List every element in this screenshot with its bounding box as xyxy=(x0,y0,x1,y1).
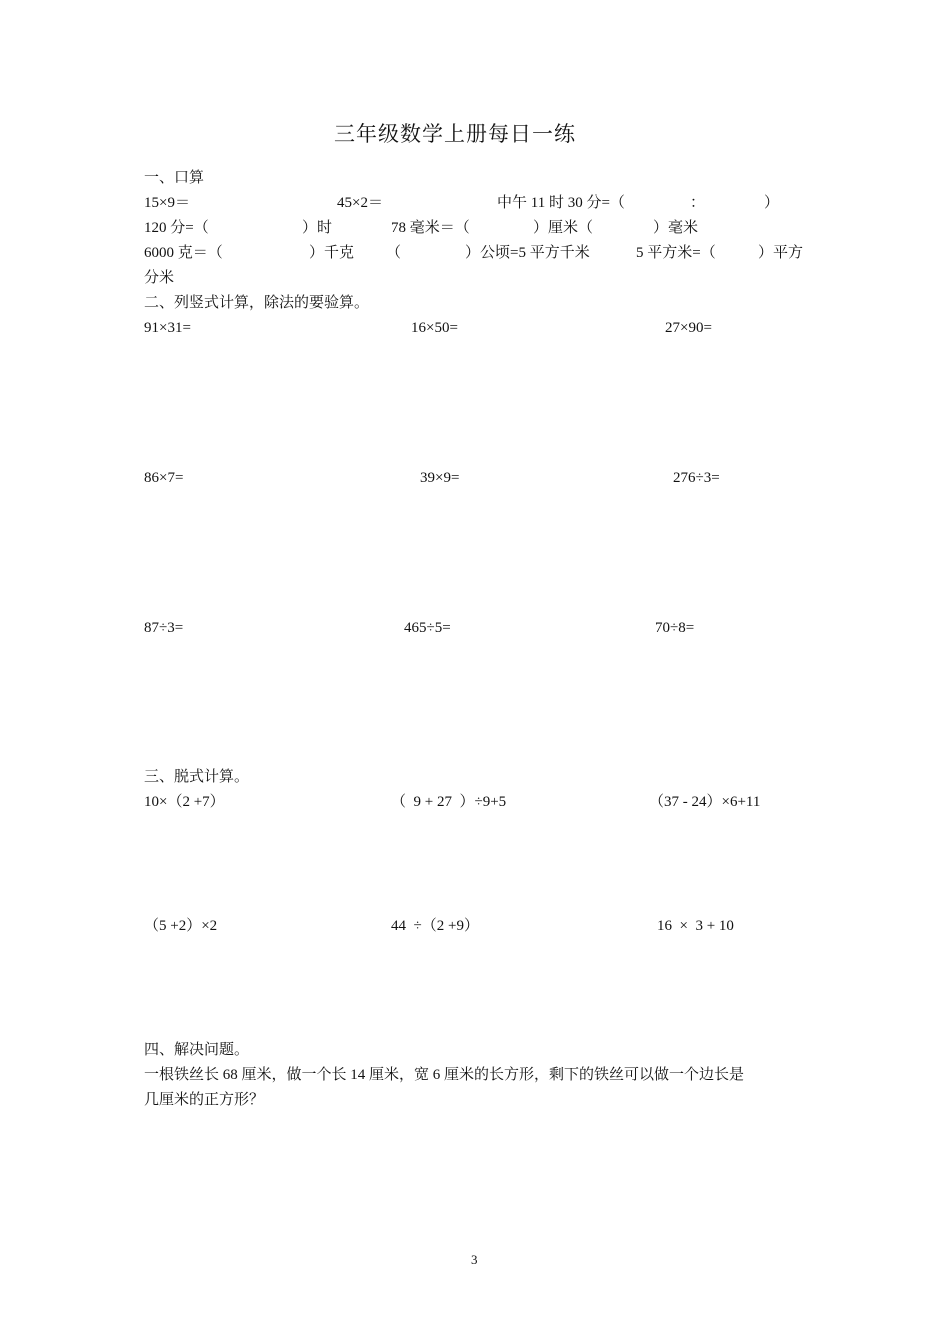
stepwise-problem: （37 - 24）×6+11 xyxy=(649,794,761,810)
stepwise-problem: （5 +2）×2 xyxy=(144,918,218,934)
oral-problem: ）公顷=5 平方千米 xyxy=(465,245,590,261)
vertical-problem: 16×50= xyxy=(411,320,458,336)
page-title: 三年级数学上册每日一练 xyxy=(334,122,576,146)
oral-problem: 78 毫米＝（ xyxy=(391,220,470,236)
word-problem-line: 一根铁丝长 68 厘米，做一个长 14 厘米，宽 6 厘米的长方形，剩下的铁丝可以做一个边长是 xyxy=(144,1067,745,1083)
oral-problem: ）时 xyxy=(302,220,333,236)
vertical-problem: 87÷3= xyxy=(144,620,184,636)
oral-problem: 45×2＝ xyxy=(337,195,383,211)
oral-problem: 15×9＝ xyxy=(144,195,190,211)
oral-problem: 120 分=（ xyxy=(144,220,209,236)
stepwise-problem: （ 9 + 27 ）÷9+5 xyxy=(391,794,507,810)
stepwise-problem: 10×（2 +7） xyxy=(144,794,225,810)
oral-problem-colon: ： xyxy=(690,195,706,211)
vertical-problem: 86×7= xyxy=(144,470,184,486)
oral-problem: ）毫米 xyxy=(653,220,699,236)
vertical-problem: 39×9= xyxy=(420,470,460,486)
section-heading-word-problem: 四、解决问题。 xyxy=(144,1042,250,1058)
vertical-problem: 27×90= xyxy=(665,320,712,336)
section-heading-stepwise: 三、脱式计算。 xyxy=(144,769,250,785)
oral-problem: （ xyxy=(386,245,402,261)
oral-problem: 5 平方米=（ xyxy=(636,245,716,261)
oral-problem-paren: ） xyxy=(764,195,780,211)
stepwise-problem: 44 ÷（2 +9） xyxy=(391,918,479,934)
vertical-problem: 70÷8= xyxy=(655,620,695,636)
oral-problem: 中午 11 时 30 分=（ xyxy=(497,195,625,211)
section-heading-vertical: 二、列竖式计算，除法的要验算。 xyxy=(144,295,370,311)
word-problem-line: 几厘米的正方形？ xyxy=(144,1092,265,1108)
oral-problem-wrap: 分米 xyxy=(144,270,175,286)
page-number: 3 xyxy=(471,1252,478,1267)
oral-problem: ）千克 xyxy=(309,245,355,261)
vertical-problem: 276÷3= xyxy=(673,470,720,486)
oral-problem: 6000 克＝（ xyxy=(144,245,223,261)
vertical-problem: 465÷5= xyxy=(404,620,451,636)
oral-problem: ）厘米（ xyxy=(533,220,594,236)
section-heading-oral: 一、口算 xyxy=(144,170,205,186)
stepwise-problem: 16 × 3 + 10 xyxy=(657,918,734,934)
vertical-problem: 91×31= xyxy=(144,320,191,336)
oral-problem: ）平方 xyxy=(758,245,804,261)
